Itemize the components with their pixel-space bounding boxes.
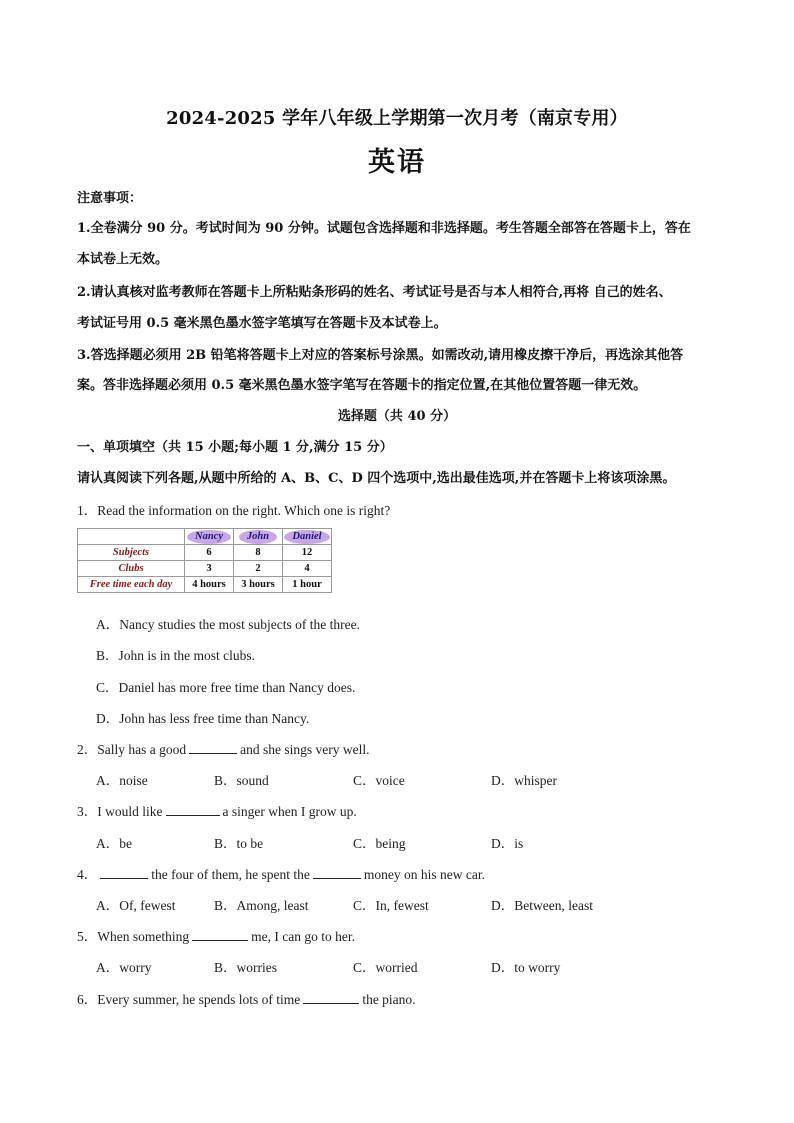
info-table-header-row (78, 529, 332, 545)
question-text: When something (97, 929, 190, 944)
notes-line: 3.答选择题必须用 2B 铅笔将答题卡上对应的答案标号涂黑。如需改动,请用橡皮擦干净后，再选涂其他答 (77, 348, 684, 363)
option-a: A．Nancy studies the most subjects of the three. (96, 617, 360, 632)
info-table-cell: 1 hour (283, 577, 332, 593)
option-d: D．whisper (491, 773, 557, 788)
notes-line: 2.请认真核对监考教师在答题卡上所粘贴条形码的姓名、考试证号是否与本人相符合,再将 自己的姓名、 (77, 285, 672, 300)
question-text: Every summer, he spends lots of time (97, 992, 301, 1007)
question-text: the four of them, he spent the (151, 867, 310, 882)
question-text: Read the information on the right. Which one is right? (97, 503, 391, 518)
question-number: 3． (77, 804, 98, 819)
info-table-row-label: Subjects (78, 545, 185, 561)
question-number: 2． (77, 742, 98, 757)
info-table-row (78, 577, 332, 593)
option-c: C．Daniel has more free time than Nancy does. (96, 680, 356, 695)
notes-line: 考试证号用 0.5 毫米黑色墨水签字笔填写在答题卡及本试卷上。 (77, 316, 447, 331)
option-b: B．to be (214, 836, 264, 851)
question-number: 6． (77, 992, 98, 1007)
question-2-stem (77, 738, 369, 758)
question-4-stem (77, 863, 485, 883)
option-a: A．be (96, 836, 132, 851)
answer-blank (166, 804, 220, 816)
answer-blank (313, 867, 361, 879)
option-a: A．noise (96, 773, 148, 788)
info-table-cell: 4 hours (185, 577, 234, 593)
info-table-cell: 6 (185, 545, 234, 561)
option-b: B．sound (214, 773, 269, 788)
question-number: 1． (77, 503, 98, 518)
info-table (77, 528, 332, 593)
info-table-name: Daniel (283, 529, 332, 545)
info-table-cell: 12 (283, 545, 332, 561)
notes-heading: 注意事项： (77, 191, 143, 206)
option-d: D．Between, least (491, 898, 593, 913)
info-table-cell: 2 (234, 561, 283, 577)
question-text: I would like (97, 804, 163, 819)
info-table-row (78, 545, 332, 561)
info-table-row-label: Clubs (78, 561, 185, 577)
info-table-cell: 3 hours (234, 577, 283, 593)
question-text: money on his new car. (363, 867, 485, 882)
question-number: 5． (77, 929, 98, 944)
option-b: B．worries (214, 960, 277, 975)
option-a: A．worry (96, 960, 152, 975)
question-text: and she sings very well. (240, 742, 370, 757)
question-text: Sally has a good (97, 742, 187, 757)
option-b: B．John is in the most clubs. (96, 648, 256, 663)
option-d: D．to worry (491, 960, 561, 975)
answer-blank (192, 929, 248, 941)
info-table-cell: 3 (185, 561, 234, 577)
notes-line: 本试卷上无效。 (77, 252, 169, 267)
option-d: D．is (491, 836, 524, 851)
option-d: D．John has less free time than Nancy. (96, 711, 310, 726)
info-table-name: Nancy (185, 529, 234, 545)
option-a: A．Of, fewest (96, 898, 176, 913)
option-c: C．being (353, 836, 406, 851)
option-c: C．worried (353, 960, 418, 975)
answer-blank (189, 742, 237, 754)
question-text: me, I can go to her. (251, 929, 355, 944)
info-table-cell: 4 (283, 561, 332, 577)
exam-title: 2024-2025 学年八年级上学期第一次月考（南京专用） (166, 108, 628, 129)
info-table-row-label: Free time each day (78, 577, 185, 593)
info-table-corner (78, 529, 185, 545)
section-heading: 选择题（共 40 分） (337, 409, 457, 424)
answer-blank (303, 992, 359, 1004)
question-3-stem (77, 800, 357, 820)
question-1-stem (77, 499, 390, 519)
part-title: 一、单项填空（共 15 小题;每小题 1 分,满分 15 分） (77, 440, 393, 455)
info-table-name: John (234, 529, 283, 545)
info-table-row (78, 561, 332, 577)
option-c: C．voice (353, 773, 405, 788)
question-6-stem (77, 988, 416, 1008)
option-b: B．Among, least (214, 898, 309, 913)
info-table-cell: 8 (234, 545, 283, 561)
notes-line: 1.全卷满分 90 分。考试时间为 90 分钟。试题包含选择题和非选择题。考生答题全部答在答题卡上，答在 (77, 221, 691, 236)
question-text: a singer when I grow up. (222, 804, 357, 819)
option-c: C．In, fewest (353, 898, 429, 913)
exam-subject: 英语 (368, 147, 426, 178)
question-text: the piano. (362, 992, 416, 1007)
question-number: 4． (77, 867, 98, 882)
part-instruction: 请认真阅读下列各题,从题中所给的 A、B、C、D 四个选项中,选出最佳选项,并在答题卡上将该项涂黑。 (77, 471, 676, 486)
notes-line: 案。答非选择题必须用 0.5 毫米黑色墨水签字笔写在答题卡的指定位置,在其他位置答题一律无效。 (77, 378, 647, 393)
question-5-stem (77, 925, 355, 945)
answer-blank (100, 867, 148, 879)
